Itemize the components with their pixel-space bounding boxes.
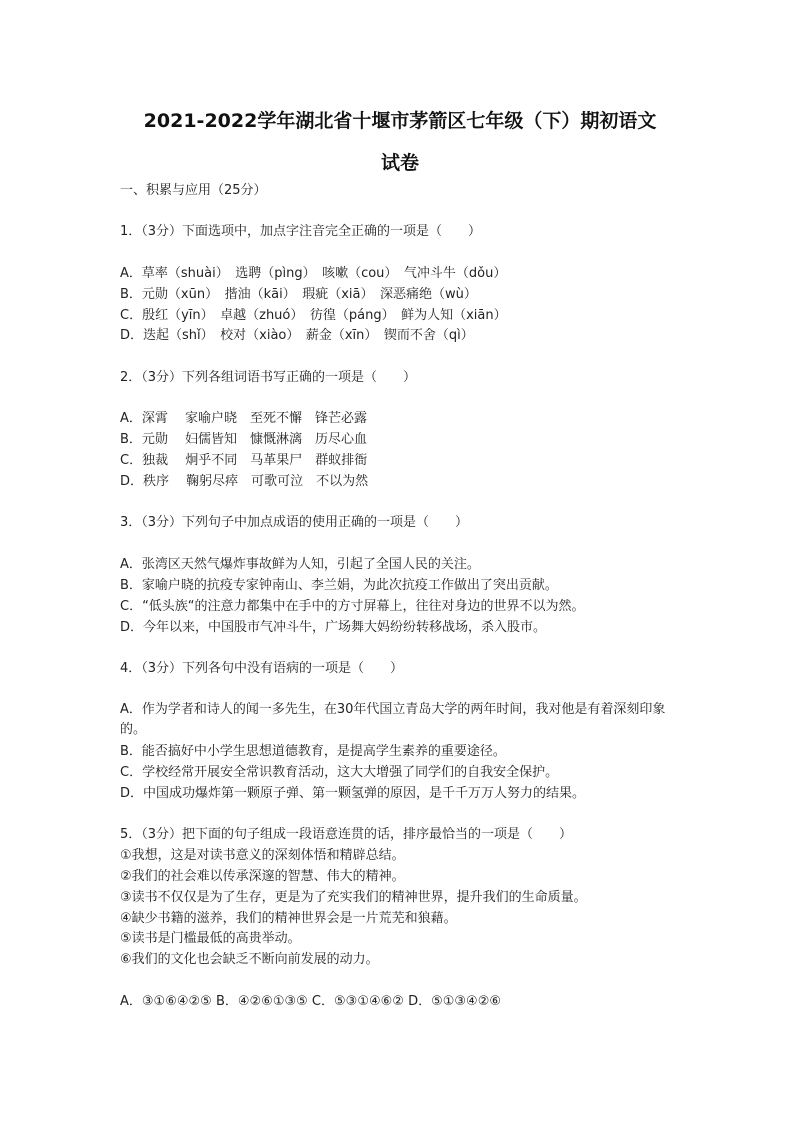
question-1-stem: 1．（3分）下面选项中，加点字注音完全正确的一项是（ ）: [120, 224, 482, 239]
question-4-stem: 4．（3分）下列各句中没有语病的一项是（ ）: [120, 661, 404, 676]
question-1-option-a: A．草率（shuài） 选聘（pìng） 咳嗽（cou） 气冲斗牛（dǒu）: [120, 266, 507, 281]
question-3-stem: 3．（3分）下列句子中加点成语的使用正确的一项是（ ）: [120, 515, 469, 530]
exam-title-line1: 2021-2022学年湖北省十堰市茅箭区七年级（下）期初语文: [143, 110, 657, 132]
question-1-option-d: D．迭起（shǐ） 校对（xiào） 薪金（xīn） 锲而不舍（qì）: [120, 328, 474, 343]
question-1-option-c: C．殷红（yīn） 卓越（zhuó） 彷徨（páng） 鲜为人知（xiān）: [120, 308, 507, 323]
question-2-option-d: D．秩序 鞠躬尽瘁 可歌可泣 不以为然: [120, 474, 369, 489]
question-3-option-b: B．家喻户晓的抗疫专家钟南山、李兰娟，为此次抗疫工作做出了突出贡献。: [120, 578, 558, 593]
section-heading: 一、积累与应用（25分）: [120, 183, 267, 198]
question-3-option-a: A．张湾区天然气爆炸事故鲜为人知，引起了全国人民的关注。: [120, 557, 480, 572]
question-5-sentence-4: ④缺少书籍的滋养，我们的精神世界会是一片荒芜和狼藉。: [120, 911, 457, 926]
question-1-option-b: B．元勋（xūn） 揩油（kāi） 瑕疵（xiā） 深恶痛绝（wù）: [120, 287, 477, 302]
question-3-option-d: D．今年以来，中国股市气冲斗牛，广场舞大妈纷纷转移战场，杀入股市。: [120, 620, 547, 635]
question-5-sentence-1: ①我想，这是对读书意义的深刻体悟和精辟总结。: [120, 848, 405, 863]
question-5-sentence-5: ⑤读书是门槛最低的高贵举动。: [120, 931, 301, 946]
question-2-option-b: B．元勋 妇儒皆知 慷慨淋漓 历尽心血: [120, 432, 368, 447]
question-4-option-a: A．作为学者和诗人的闻一多先生，在30年代国立青岛大学的两年时间，我对他是有着深刻印象的。: [120, 702, 666, 737]
question-5-sentence-2: ②我们的社会难以传承深邃的智慧、伟大的精神。: [120, 869, 405, 884]
question-5-stem: 5．（3分）把下面的句子组成一段语意连贯的话，排序最恰当的一项是（ ）: [120, 827, 573, 842]
question-4-option-d: D．中国成功爆炸第一颗原子弹、第一颗氢弹的原因，是千千万万人努力的结果。: [120, 786, 586, 801]
question-2-option-a: A．深霄 家喻户晓 至死不懈 锋芒必露: [120, 411, 368, 426]
question-4-option-b: B．能否搞好中小学生思想道德教育，是提高学生素养的重要途径。: [120, 744, 506, 759]
exam-title-line2: 试卷: [380, 152, 419, 174]
question-3-option-c: C．“低头族“的注意力都集中在手中的方寸屏幕上，往往对身边的世界不以为然。: [120, 599, 585, 614]
question-2-stem: 2．（3分）下列各组词语书写正确的一项是（ ）: [120, 370, 417, 385]
question-4-option-c: C．学校经常开展安全常识教育活动，这大大增强了同学们的自我安全保护。: [120, 765, 559, 780]
question-5-sentence-3: ③读书不仅仅是为了生存，更是为了充实我们的精神世界，提升我们的生命质量。: [120, 890, 587, 905]
question-2-option-c: C．独裁 炯乎不同 马革果尸 群蚁排衙: [120, 453, 368, 468]
question-5-sentence-6: ⑥我们的文化也会缺乏不断向前发展的动力。: [120, 952, 379, 967]
question-5-answer-options: A．③①⑥④②⑤ B．④②⑥①③⑤ C．⑤③①④⑥② D．⑤①③④②⑥: [120, 994, 501, 1009]
